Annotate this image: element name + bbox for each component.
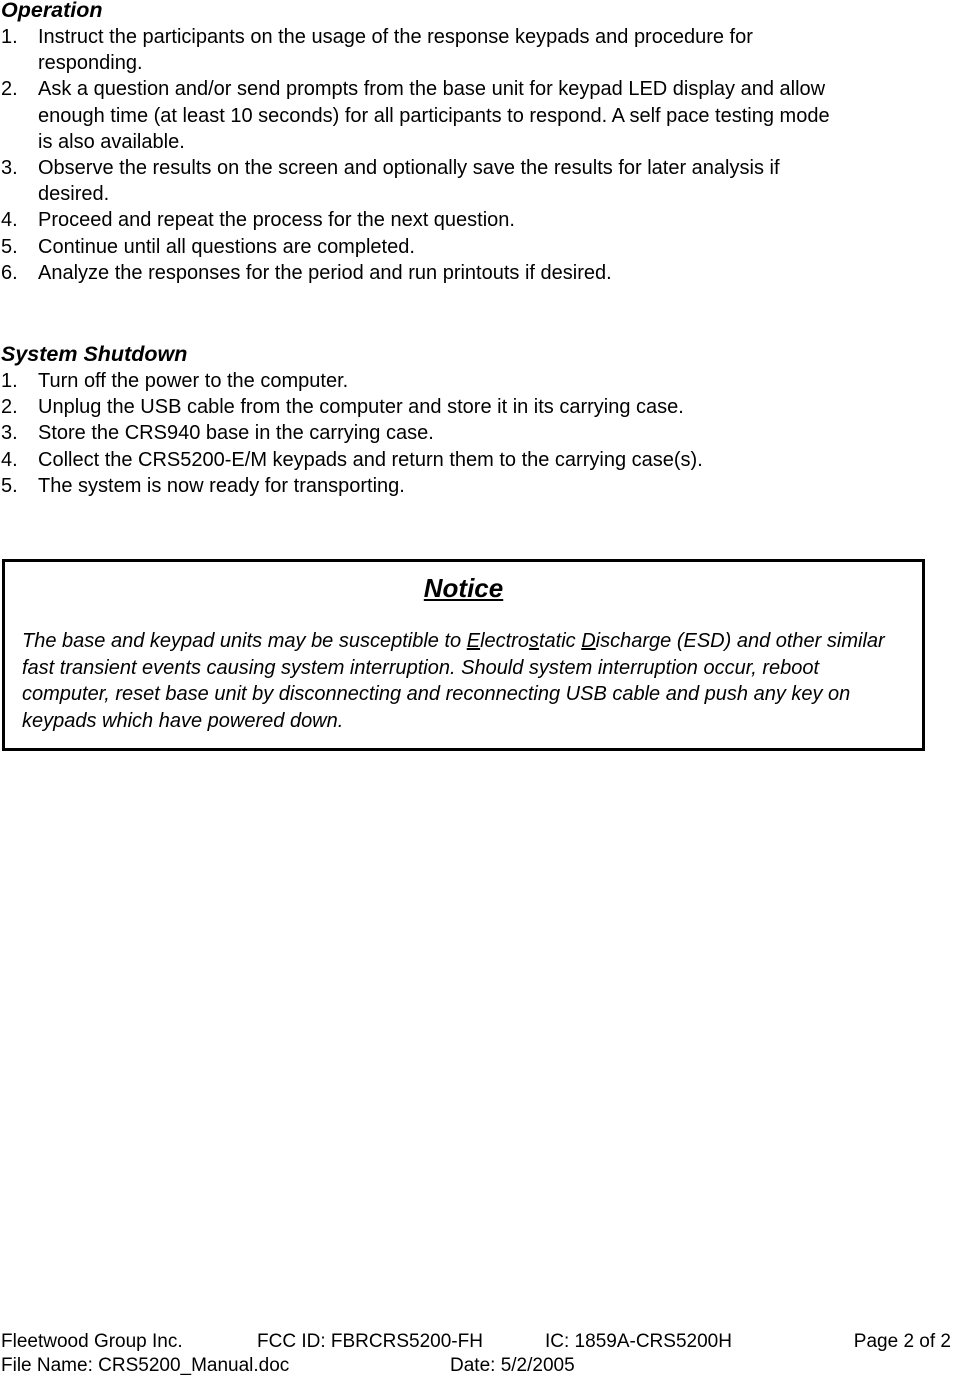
list-item xyxy=(0,394,953,420)
footer-file-name: File Name: CRS5200_Manual.doc xyxy=(1,1355,290,1376)
step-text-line: Continue until all questions are completed. xyxy=(38,235,415,258)
list-item xyxy=(0,234,953,260)
step-text-line: Analyze the responses for the period and run printouts if desired. xyxy=(38,261,612,284)
list-item xyxy=(0,260,953,286)
footer-date: Date: 5/2/2005 xyxy=(450,1355,575,1376)
step-number: 5. xyxy=(1,235,18,258)
shutdown-steps-list xyxy=(0,368,953,499)
system-shutdown-heading: System Shutdown xyxy=(1,342,188,366)
notice-box xyxy=(2,559,925,751)
notice-text-end: ischarge (ESD) and other similar fast transient events causing system interruption. Should system interruption occur, reboot computer, reset base unit by disconnecting and reconnecting USB cable and push any key on keypads which have powered down. xyxy=(22,630,885,732)
list-item xyxy=(0,24,953,76)
footer-company: Fleetwood Group Inc. xyxy=(1,1331,183,1352)
step-number: 6. xyxy=(1,261,18,284)
step-text-line: Turn off the power to the computer. xyxy=(38,370,349,392)
step-text-line: Ask a question and/or send prompts from the base unit for keypad LED display and allow xyxy=(38,78,826,101)
step-text-line: desired. xyxy=(38,183,110,206)
footer-ic: IC: 1859A-CRS5200H xyxy=(545,1331,732,1352)
step-text-line: Instruct the participants on the usage of the response keypads and procedure for xyxy=(38,26,753,48)
step-text-line: Store the CRS940 base in the carrying case. xyxy=(38,422,434,445)
step-number: 3. xyxy=(1,422,18,445)
step-text-line: Collect the CRS5200-E/M keypads and return them to the carrying case(s). xyxy=(38,448,703,471)
footer-page-number: Page 2 of 2 xyxy=(853,1331,951,1352)
notice-text-start: The base and keypad units may be susceptible to xyxy=(22,630,467,652)
step-number: 1. xyxy=(1,370,18,392)
list-item xyxy=(0,447,953,473)
step-text-line: The system is now ready for transporting. xyxy=(38,474,405,497)
list-item xyxy=(0,207,953,233)
step-number: 3. xyxy=(1,157,18,180)
step-text-line: Observe the results on the screen and optionally save the results for later analysis if xyxy=(38,157,780,180)
footer-fcc-id: FCC ID: FBRCRS5200-FH xyxy=(257,1331,483,1352)
list-item xyxy=(0,420,953,446)
step-text-line: is also available. xyxy=(38,130,185,153)
notice-underlined-e: E xyxy=(466,630,481,652)
step-number: 2. xyxy=(1,396,18,419)
step-number: 1. xyxy=(1,26,18,48)
notice-text-tatic: tatic xyxy=(538,630,582,652)
notice-text-lectro: lectro xyxy=(480,630,529,652)
step-number: 4. xyxy=(1,209,18,232)
notice-underlined-s: s xyxy=(528,630,539,652)
step-text-line: responding. xyxy=(38,52,143,75)
list-item xyxy=(0,473,953,499)
list-item xyxy=(0,76,953,155)
step-number: 2. xyxy=(1,78,18,101)
operation-steps-list xyxy=(0,24,953,286)
notice-body xyxy=(22,628,912,734)
notice-title: Notice xyxy=(423,573,504,603)
step-text-line: enough time (at least 10 seconds) for all participants to respond. A self pace testing mode xyxy=(38,104,830,127)
list-item xyxy=(0,368,953,394)
step-text-line: Unplug the USB cable from the computer and store it in its carrying case. xyxy=(38,396,684,419)
list-item xyxy=(0,155,953,207)
operation-heading: Operation xyxy=(1,0,103,22)
step-text-line: Proceed and repeat the process for the next question. xyxy=(38,209,515,232)
step-number: 4. xyxy=(1,448,18,471)
step-number: 5. xyxy=(1,474,18,497)
notice-underlined-d: D xyxy=(581,630,596,652)
